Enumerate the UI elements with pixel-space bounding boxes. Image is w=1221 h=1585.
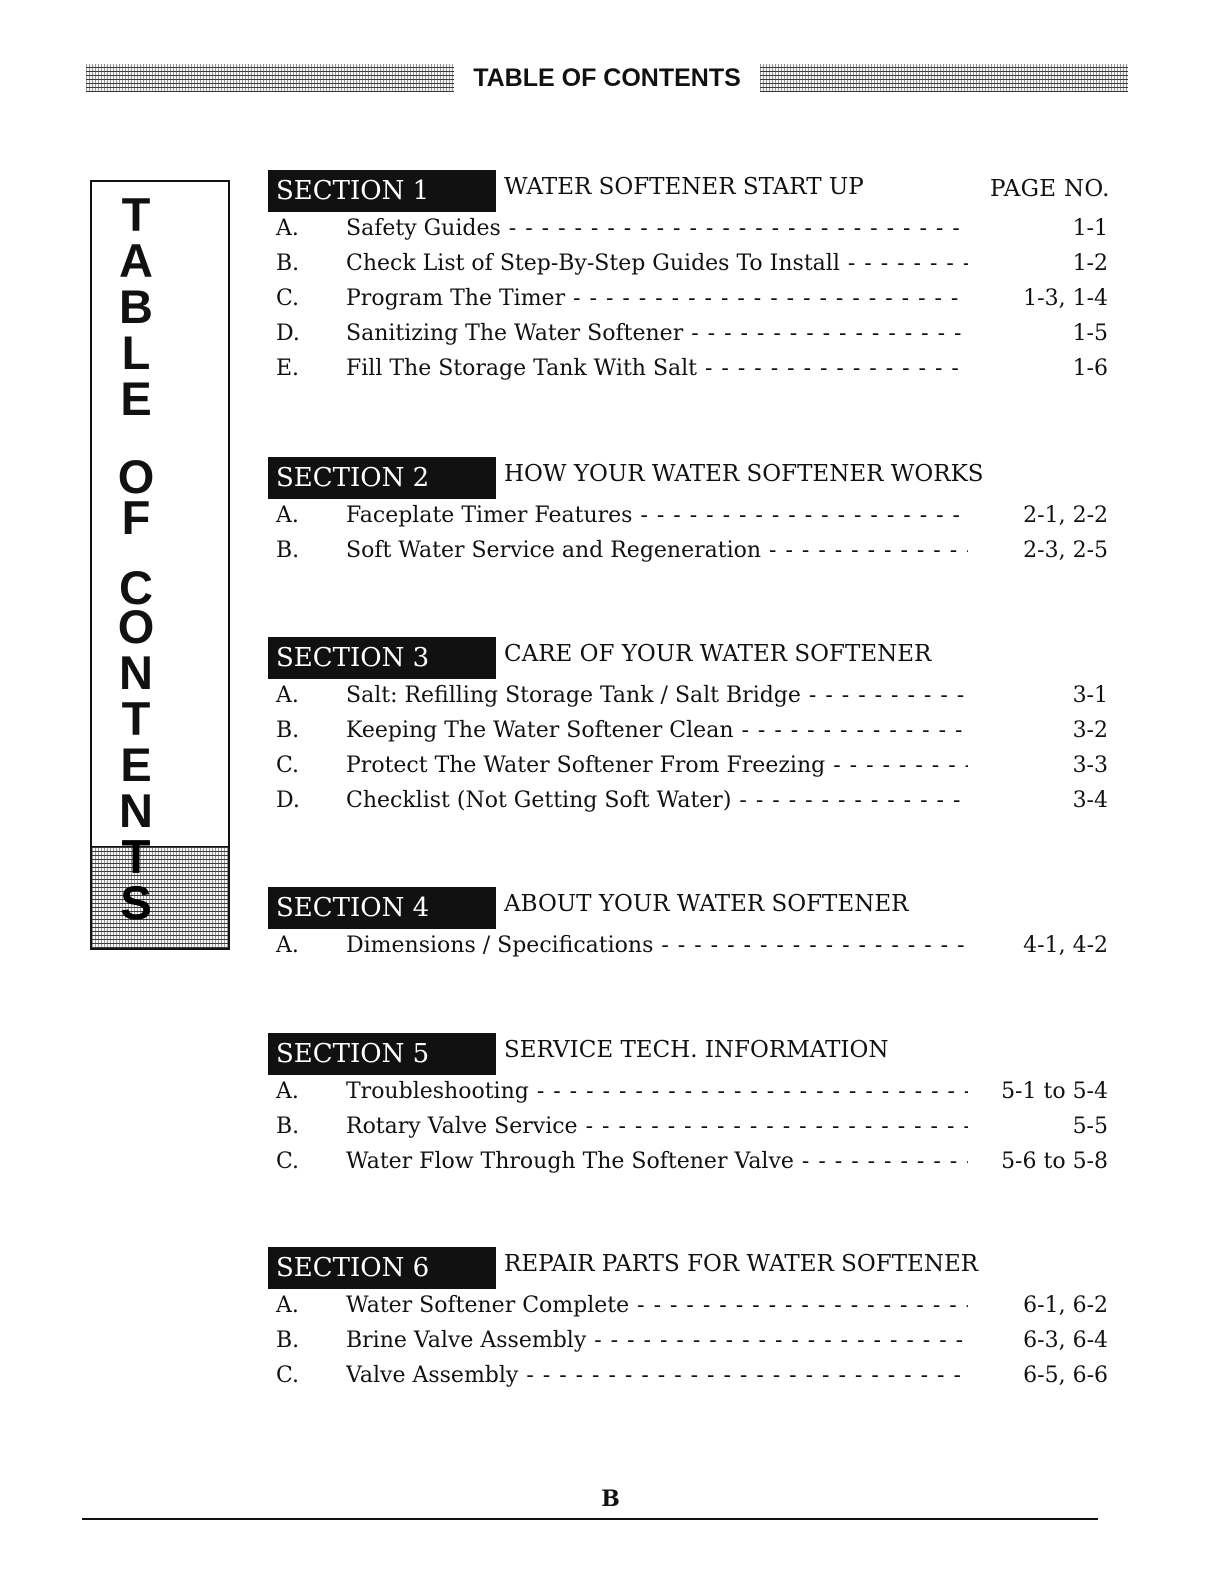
side-letter: O [117,450,155,503]
section-5 [268,1033,1118,1182]
entry-page: 2-3, 2-5 [1023,538,1108,563]
entry-page: 5-5 [1072,1114,1108,1139]
entry-text: Salt: Refilling Storage Tank / Salt Bridge - - - [346,681,968,711]
section-items [268,681,1118,821]
entry-page: 3-1 [1072,683,1108,708]
section-3 [268,637,1118,821]
toc-entry[interactable] [268,214,1118,249]
toc-entry[interactable] [268,716,1118,751]
side-letter: T [121,830,151,883]
section-items [268,501,1118,571]
section-badge: SECTION 3 [268,637,496,679]
footer-rule [82,1518,1098,1520]
section-items [268,1291,1118,1396]
entry-letter: D. [276,788,300,813]
section-header [268,457,1118,501]
toc-entry[interactable] [268,1361,1118,1396]
page-number-column-label: PAGE NO. [990,176,1110,202]
side-letter: O [117,600,155,653]
entry-page: 1-1 [1072,216,1108,241]
entry-letter: B. [276,1328,300,1353]
entry-letter: A. [276,1079,299,1104]
entry-text: Keeping The Water Softener Clean - - - [346,716,968,746]
entry-letter: C. [276,1149,300,1174]
toc-entry[interactable] [268,284,1118,319]
entry-text: Brine Valve Assembly - - - [346,1326,968,1356]
entry-letter: D. [276,321,300,346]
section-title: WATER SOFTENER START UP [504,174,864,200]
entry-letter: B. [276,1114,300,1139]
page-title: TABLE OF CONTENTS [473,64,741,92]
entry-letter: A. [276,216,299,241]
entry-page: 6-5, 6-6 [1023,1363,1108,1388]
header-hatch-right [760,64,1128,92]
section-badge: SECTION 1 [268,170,496,212]
entry-letter: C. [276,1363,300,1388]
section-header [268,1247,1118,1291]
entry-letter: A. [276,933,299,958]
section-2 [268,457,1118,571]
side-title-letters [92,188,180,929]
entry-letter: A. [276,1293,299,1318]
entry-page: 4-1, 4-2 [1023,933,1108,958]
entry-text: Sanitizing The Water Softener - - - [346,319,968,349]
section-header [268,887,1118,931]
section-items [268,214,1118,389]
entry-page: 1-3, 1-4 [1023,286,1108,311]
entry-text: Water Flow Through The Softener Valve - - - [346,1147,968,1177]
side-title-box [90,180,230,950]
toc-entry[interactable] [268,319,1118,354]
section-1 [268,170,1118,389]
entry-page: 5-1 to 5-4 [1001,1079,1108,1104]
side-letter: N [119,784,153,837]
side-letter: S [120,876,152,929]
entry-page: 3-3 [1072,753,1108,778]
entry-letter: C. [276,753,300,778]
section-title: ABOUT YOUR WATER SOFTENER [504,891,909,917]
entry-text: Water Softener Complete - - - [346,1291,968,1321]
side-letter: N [119,646,153,699]
entry-text: Fill The Storage Tank With Salt - - - [346,354,968,384]
section-badge: SECTION 5 [268,1033,496,1075]
section-4 [268,887,1118,966]
entry-text: Protect The Water Softener From Freezing - - - [346,751,968,781]
entry-letter: B. [276,251,300,276]
side-letter: E [120,738,152,791]
entry-page: 6-1, 6-2 [1023,1293,1108,1318]
toc-entry[interactable] [268,1077,1118,1112]
entry-text: Dimensions / Specifications - - - [346,931,968,961]
section-badge: SECTION 2 [268,457,496,499]
entry-letter: E. [276,356,300,381]
entry-page: 3-4 [1072,788,1108,813]
entry-text: Check List of Step-By-Step Guides To Install - - - [346,249,968,279]
section-header [268,1033,1118,1077]
entry-letter: B. [276,538,300,563]
section-title: SERVICE TECH. INFORMATION [504,1037,889,1063]
section-title: REPAIR PARTS FOR WATER SOFTENER [504,1251,979,1277]
toc-entry[interactable] [268,249,1118,284]
toc-entry[interactable] [268,1112,1118,1147]
entry-letter: C. [276,286,300,311]
side-letter: C [119,561,153,614]
section-badge: SECTION 4 [268,887,496,929]
header-hatch-left [86,64,454,92]
toc-entry[interactable] [268,1291,1118,1326]
toc-entry[interactable] [268,786,1118,821]
section-items [268,1077,1118,1182]
toc-entry[interactable] [268,931,1118,966]
toc-entry[interactable] [268,536,1118,571]
side-letter: A [119,234,153,287]
entry-text: Soft Water Service and Regeneration - - - [346,536,968,566]
entry-text: Safety Guides - - - [346,214,968,244]
entry-letter: B. [276,718,300,743]
entry-letter: A. [276,503,299,528]
section-header [268,170,1118,214]
section-items [268,931,1118,966]
entry-text: Valve Assembly - - - [346,1361,968,1391]
entry-text: Checklist (Not Getting Soft Water) - - - [346,786,968,816]
side-letter: L [121,326,151,379]
side-letter: T [121,188,151,241]
entry-page: 1-6 [1072,356,1108,381]
section-badge: SECTION 6 [268,1247,496,1289]
toc-entry[interactable] [268,354,1118,389]
entry-page: 2-1, 2-2 [1023,503,1108,528]
section-header [268,637,1118,681]
toc-entry[interactable] [268,751,1118,786]
side-letter: E [120,372,152,425]
side-letter: F [121,491,151,544]
entry-text: Faceplate Timer Features - - - [346,501,968,531]
side-letter: T [121,692,151,745]
toc-entry[interactable] [268,681,1118,716]
entry-page: 1-5 [1072,321,1108,346]
entry-text: Program The Timer - - - [346,284,968,314]
entry-text: Troubleshooting - - - [346,1077,968,1107]
toc-entry[interactable] [268,1326,1118,1361]
entry-page: 3-2 [1072,718,1108,743]
section-title: CARE OF YOUR WATER SOFTENER [504,641,932,667]
toc-entry[interactable] [268,501,1118,536]
entry-page: 1-2 [1072,251,1108,276]
section-title: HOW YOUR WATER SOFTENER WORKS [504,461,984,487]
side-letter: B [119,280,153,333]
entry-page: 6-3, 6-4 [1023,1328,1108,1353]
entry-page: 5-6 to 5-8 [1001,1149,1108,1174]
page-letter: B [601,1486,620,1512]
toc-entry[interactable] [268,1147,1118,1182]
section-6 [268,1247,1118,1396]
entry-letter: A. [276,683,299,708]
entry-text: Rotary Valve Service - - - [346,1112,968,1142]
